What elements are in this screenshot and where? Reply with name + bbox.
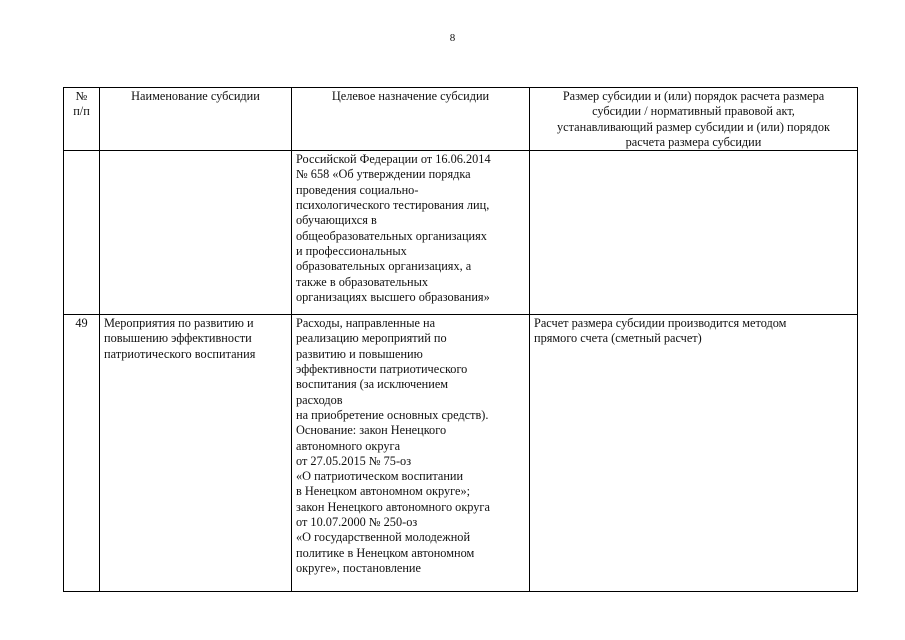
row-num-cell: 49: [64, 315, 100, 592]
row-name-cell: [100, 151, 292, 315]
header-purpose: Целевое назначение субсидии: [292, 88, 530, 151]
row-purpose-cell: Расходы, направленные на реализацию мероприятий по развитию и повышению эффективности патриотического воспитания (за исключением расходов на приобретение основных средств). Основание: закон Ненецкого автономного округа от 27.05.2015 № 75-оз «О патриотическом воспитании в Ненецком автономном округе»; закон Ненецкого автономного округа от 10.07.2000 № 250-оз «О государственной молодежной политике в Ненецком автономном округе», постановление: [292, 315, 530, 592]
page-number: 8: [449, 32, 456, 44]
header-name: Наименование субсидии: [100, 88, 292, 151]
table-header-row: [64, 88, 858, 151]
table-row: [64, 315, 858, 592]
row-size-cell: Расчет размера субсидии производится методом прямого счета (сметный расчет): [530, 315, 858, 592]
row-purpose-cell: Российской Федерации от 16.06.2014 № 658 «Об утверждении порядка проведения социально- психологического тестирования лиц, обучающихся в общеобразовательных организациях и профессиональных образовательных организациях, а также в образовательных организациях высшего образования»: [292, 151, 530, 315]
table-row: [64, 151, 858, 315]
row-size-cell: [530, 151, 858, 315]
row-name-cell: Мероприятия по развитию и повышению эффективности патриотического воспитания: [100, 315, 292, 592]
header-num: № п/п: [64, 88, 100, 151]
subsidy-table: [63, 87, 858, 592]
header-size: Размер субсидии и (или) порядок расчета размера субсидии / нормативный правовой акт, устанавливающий размер субсидии и (или) порядок расчета размера субсидии: [530, 88, 858, 151]
row-num-cell: [64, 151, 100, 315]
